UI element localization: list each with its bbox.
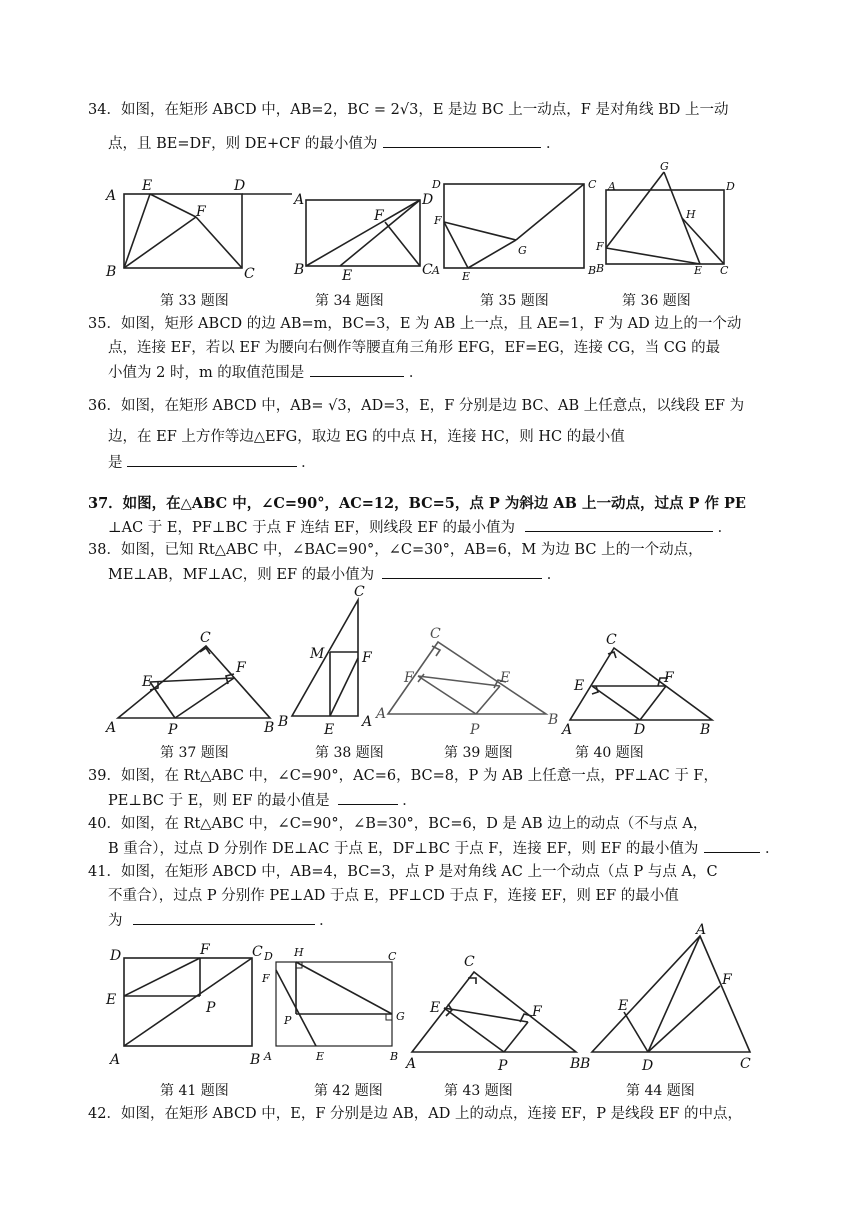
caption-43: 第 43 题图 <box>444 1083 513 1099</box>
svg-text:C: C <box>430 626 441 642</box>
problem-36-text: 是 <box>108 455 123 471</box>
problem-35-line-3 <box>108 360 423 385</box>
svg-text:E: E <box>574 678 585 694</box>
svg-text:E: E <box>694 264 703 277</box>
figure-35 <box>431 178 597 283</box>
svg-text:F: F <box>404 670 414 686</box>
svg-text:C: C <box>720 264 729 277</box>
problem-39-line-1: 39．如图，在 Rt△ABC 中，∠C=90°，AC=6，BC=8，P 为 AB 上任意一点，PF⊥AC 于 F， <box>88 768 718 784</box>
svg-text:C: C <box>740 1056 751 1072</box>
svg-text:B: B <box>106 264 117 280</box>
end-mark: ． <box>408 365 424 381</box>
problem-40-line-2 <box>108 836 780 861</box>
svg-text:F: F <box>664 670 674 686</box>
problem-42-line-1: 42．如图，在矩形 ABCD 中，E，F 分别是边 AB，AD 上的动点，连接 EF，P 是线段 EF 的中点， <box>88 1106 742 1122</box>
caption-40: 第 40 题图 <box>575 745 644 761</box>
svg-text:C: C <box>422 262 433 278</box>
problem-36-line-2: 边，在 EF 上方作等边△EFG，取边 EG 的中点 H，连接 HC，则 HC 的最小值 <box>108 429 625 445</box>
svg-text:C: C <box>388 950 397 963</box>
svg-text:D: D <box>264 950 273 963</box>
svg-text:P: P <box>498 1058 508 1074</box>
caption-33: 第 33 题图 <box>160 293 229 309</box>
svg-text:A: A <box>432 264 440 277</box>
problem-35-line-2: 点，连接 EF，若以 EF 为腰向右侧作等腰直角三角形 EFG，EF=EG，连接 CG，当 CG 的最 <box>108 340 721 356</box>
problem-37-text: ⊥AC 于 E，PF⊥BC 于点 F 连结 EF，则线段 EF 的最小值为 <box>108 520 515 536</box>
svg-text:C: C <box>354 584 365 600</box>
svg-text:C: C <box>606 632 617 648</box>
svg-text:A: A <box>696 922 707 938</box>
svg-text:G: G <box>396 1010 405 1023</box>
end-mark: ． <box>546 567 562 583</box>
svg-text:B: B <box>250 1052 261 1068</box>
figure-43 <box>404 954 580 1074</box>
svg-text:P: P <box>206 1000 216 1016</box>
problem-39-line-2 <box>108 788 417 813</box>
svg-text:F: F <box>200 942 210 958</box>
svg-text:D: D <box>726 180 735 193</box>
problem-40-text: B 重合），过点 D 分别作 DE⊥AC 于点 E，DF⊥BC 于点 F，连接 EF，则 EF 的最小值为 <box>108 841 699 857</box>
svg-text:E: E <box>324 722 335 738</box>
caption-38: 第 38 题图 <box>315 745 384 761</box>
svg-text:E: E <box>500 670 511 686</box>
svg-text:A: A <box>406 1056 417 1072</box>
svg-text:P: P <box>284 1014 292 1027</box>
figure-38 <box>277 584 373 738</box>
svg-text:P: P <box>470 722 480 738</box>
svg-text:E: E <box>316 1050 325 1063</box>
figure-40 <box>560 632 712 738</box>
figure-33 <box>104 178 292 282</box>
problem-36-line-1: 36．如图，在矩形 ABCD 中，AB= √3，AD=3，E，F 分别是边 BC、AB 上任意点，以线段 EF 为 <box>88 398 745 414</box>
svg-text:C: C <box>588 178 597 191</box>
svg-text:G: G <box>518 244 527 257</box>
svg-text:E: E <box>430 1000 441 1016</box>
problem-37-line-1: 37．如图，在△ABC 中，∠C=90°，AC=12，BC=5，点 P 为斜边 AB 上一动点，过点 P 作 PE <box>88 495 746 512</box>
caption-37: 第 37 题图 <box>160 745 229 761</box>
svg-text:F: F <box>236 660 246 676</box>
svg-text:E: E <box>342 268 353 284</box>
answer-blank-41[interactable] <box>133 908 315 925</box>
problem-38-text: ME⊥AB，MF⊥AC，则 EF 的最小值为 <box>108 567 375 583</box>
caption-35: 第 35 题图 <box>480 293 549 309</box>
svg-text:B: B <box>570 1056 581 1072</box>
svg-text:B: B <box>596 262 605 275</box>
answer-blank-40[interactable] <box>704 836 760 853</box>
problem-41-text: 为 <box>108 913 123 929</box>
answer-blank-36[interactable] <box>127 450 297 467</box>
svg-text:F: F <box>434 214 442 227</box>
end-mark: ． <box>402 793 417 809</box>
answer-blank-38[interactable] <box>382 562 542 579</box>
svg-text:A: A <box>264 1050 272 1063</box>
answer-blank-35[interactable] <box>310 360 404 377</box>
problem-34-text: 点，且 BE=DF，则 DE+CF 的最小值为 <box>108 136 378 152</box>
svg-text:A: A <box>110 1052 121 1068</box>
problem-35-line-1: 35．如图，矩形 ABCD 的边 AB=m，BC=3，E 为 AB 上一点，且 AE=1，F 为 AD 边上的一个动 <box>88 316 742 332</box>
svg-text:D: D <box>234 178 246 194</box>
figure-39 <box>374 626 558 738</box>
svg-text:H: H <box>686 208 696 221</box>
svg-text:D: D <box>432 178 441 191</box>
caption-41: 第 41 题图 <box>160 1083 229 1099</box>
svg-text:F: F <box>596 240 604 253</box>
figure-row-3 <box>0 922 860 1078</box>
problem-38-line-1: 38．如图，已知 Rt△ABC 中，∠BAC=90°，∠C=30°，AB=6，M 为边 BC 上的一个动点， <box>88 542 703 558</box>
caption-44: 第 44 题图 <box>626 1083 695 1099</box>
answer-blank-34[interactable] <box>383 131 541 148</box>
svg-text:B: B <box>278 714 289 730</box>
svg-text:B: B <box>294 262 305 278</box>
figure-36 <box>595 160 735 277</box>
problem-41-line-1: 41．如图，在矩形 ABCD 中，AB=4，BC=3，点 P 是对角线 AC 上一个动点（点 P 与点 A，C <box>88 864 718 880</box>
svg-text:A: A <box>106 188 117 204</box>
svg-text:B: B <box>548 712 559 728</box>
problem-41-line-2: 不重合），过点 P 分别作 PE⊥AD 于点 E，PF⊥CD 于点 F，连接 EF，则 EF 的最小值 <box>108 888 679 904</box>
svg-text:P: P <box>168 722 178 738</box>
svg-text:F: F <box>196 204 206 220</box>
end-mark: ． <box>546 136 561 152</box>
svg-text:M: M <box>310 646 325 662</box>
svg-text:G: G <box>660 160 669 173</box>
caption-39: 第 39 题图 <box>444 745 513 761</box>
end-mark: ． <box>319 913 334 929</box>
svg-text:D: D <box>642 1058 654 1074</box>
end-mark: ． <box>301 455 316 471</box>
problem-34-line-2 <box>108 131 561 156</box>
svg-text:A: A <box>294 192 305 208</box>
problem-39-text: PE⊥BC 于 E，则 EF 的最小值是 <box>108 793 330 809</box>
svg-text:B: B <box>700 722 711 738</box>
svg-text:A: A <box>362 714 373 730</box>
figure-34 <box>292 192 433 284</box>
figure-42 <box>261 946 405 1063</box>
svg-text:B: B <box>264 720 275 736</box>
problem-38-line-2 <box>108 562 561 587</box>
svg-text:F: F <box>722 972 732 988</box>
svg-text:A: A <box>376 706 387 722</box>
svg-text:D: D <box>110 948 122 964</box>
svg-text:E: E <box>142 674 153 690</box>
caption-42: 第 42 题图 <box>314 1083 383 1099</box>
problem-36-line-3 <box>108 450 316 475</box>
svg-text:C: C <box>464 954 475 970</box>
svg-text:E: E <box>618 998 629 1014</box>
svg-text:B: B <box>580 1056 591 1072</box>
svg-text:B: B <box>390 1050 399 1063</box>
end-mark: ． <box>765 841 780 857</box>
svg-text:F: F <box>262 972 270 985</box>
figure-44 <box>579 922 751 1074</box>
problem-37-line-2 <box>108 515 732 540</box>
answer-blank-39[interactable] <box>338 788 398 805</box>
svg-text:E: E <box>462 270 471 283</box>
figure-row-2 <box>0 586 860 736</box>
svg-text:H: H <box>294 946 304 959</box>
svg-text:A: A <box>106 720 117 736</box>
svg-text:F: F <box>362 650 372 666</box>
svg-text:A: A <box>562 722 573 738</box>
caption-34: 第 34 题图 <box>315 293 384 309</box>
end-mark: ． <box>717 520 733 536</box>
problem-35-text: 小值为 2 时，m 的取值范围是 <box>108 365 305 381</box>
figure-37 <box>104 630 274 738</box>
caption-36: 第 36 题图 <box>622 293 691 309</box>
figure-41 <box>105 942 263 1068</box>
svg-text:C: C <box>252 944 263 960</box>
svg-text:F: F <box>374 208 384 224</box>
svg-text:A: A <box>608 180 616 193</box>
figure-row-1 <box>0 162 860 282</box>
svg-text:D: D <box>634 722 646 738</box>
problem-34-line-1: 34．如图，在矩形 ABCD 中，AB=2，BC = 2√3，E 是边 BC 上一动点，F 是对角线 BD 上一动 <box>88 102 729 118</box>
svg-text:C: C <box>200 630 211 646</box>
svg-text:F: F <box>532 1004 542 1020</box>
svg-text:C: C <box>244 266 255 282</box>
svg-text:E: E <box>142 178 153 194</box>
svg-text:D: D <box>422 192 434 208</box>
problem-40-line-1: 40．如图，在 Rt△ABC 中，∠C=90°，∠B=30°，BC=6，D 是 AB 边上的动点（不与点 A， <box>88 816 708 832</box>
answer-blank-37[interactable] <box>525 515 713 532</box>
svg-text:B: B <box>588 264 597 277</box>
svg-text:E: E <box>106 992 117 1008</box>
